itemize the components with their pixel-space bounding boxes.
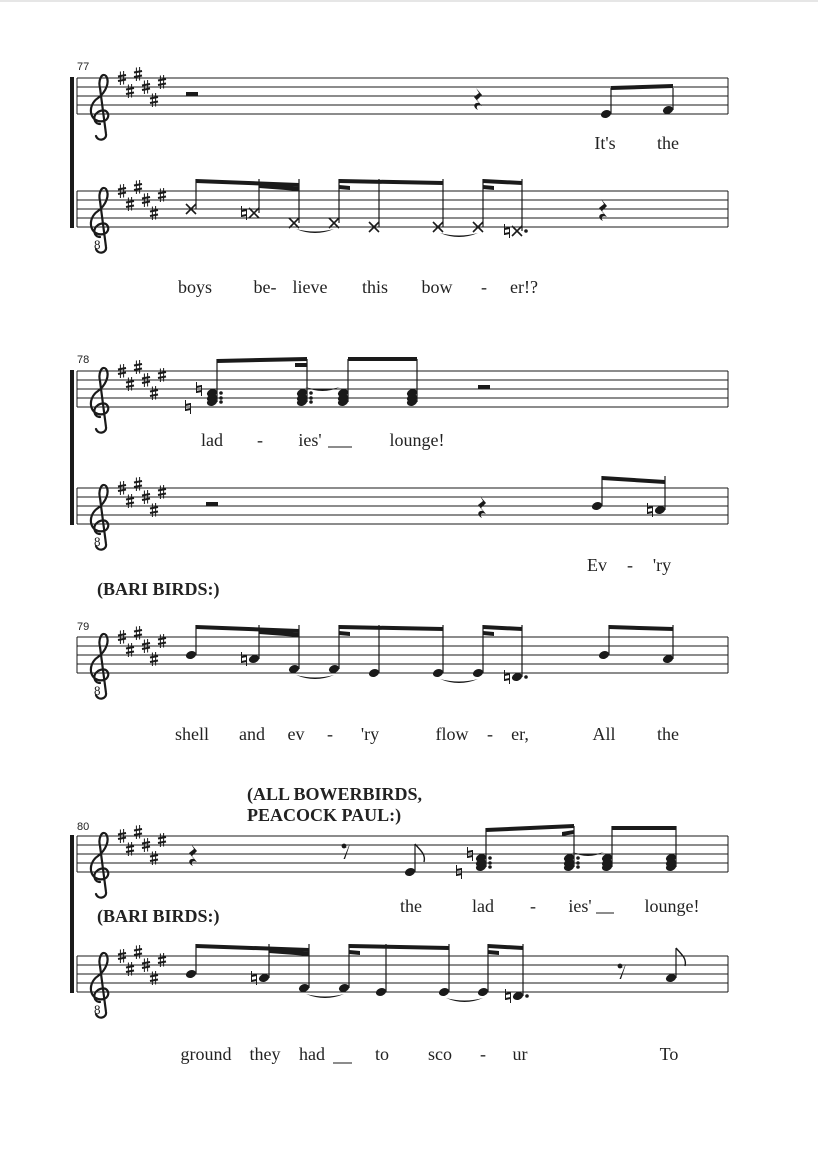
lyric-syllable: lieve bbox=[292, 277, 328, 297]
lyric-syllable: this bbox=[361, 277, 389, 297]
staff bbox=[77, 477, 728, 550]
eighth-rest bbox=[618, 964, 626, 979]
note bbox=[438, 987, 450, 998]
lyric-syllable: and bbox=[239, 724, 265, 744]
notehead bbox=[477, 987, 489, 998]
eighth-rest bbox=[342, 844, 350, 859]
notehead bbox=[185, 969, 197, 980]
lyric-syllable: To bbox=[659, 1044, 679, 1064]
beam bbox=[488, 944, 523, 950]
lyric-syllable: ies' bbox=[298, 430, 322, 450]
sharp-icon bbox=[134, 945, 142, 959]
note bbox=[477, 987, 489, 998]
dot bbox=[525, 994, 529, 998]
notehead bbox=[375, 987, 387, 998]
dot bbox=[488, 856, 492, 860]
beam bbox=[295, 363, 307, 367]
sharp-icon bbox=[134, 360, 142, 374]
dot bbox=[488, 861, 492, 865]
notehead bbox=[600, 109, 612, 120]
lyric-syllable: flow bbox=[435, 724, 469, 744]
lyric-syllable: ev bbox=[287, 724, 305, 744]
treble-clef bbox=[91, 833, 108, 898]
tie bbox=[306, 994, 344, 998]
clef-octave-mark: 8 bbox=[94, 683, 101, 698]
clef-octave-mark: 8 bbox=[94, 1002, 101, 1017]
sharp-icon bbox=[134, 626, 142, 640]
lyric-hyphen: - bbox=[481, 277, 487, 297]
staff bbox=[77, 945, 728, 1018]
beam bbox=[483, 625, 522, 631]
beam bbox=[196, 179, 299, 187]
lyric-syllable: er, bbox=[511, 724, 529, 744]
note bbox=[472, 668, 484, 679]
beam bbox=[483, 179, 522, 185]
beam bbox=[483, 185, 494, 190]
lyric-syllable: It's bbox=[594, 133, 616, 153]
system-bracket bbox=[70, 77, 74, 228]
lyric-syllable: the bbox=[657, 133, 679, 153]
lyric-syllable: Ev bbox=[587, 555, 607, 575]
lyric-syllable: All bbox=[592, 724, 616, 744]
sharp-icon bbox=[134, 477, 142, 491]
flag bbox=[676, 948, 685, 966]
note bbox=[432, 668, 444, 679]
clef-octave-mark: 8 bbox=[94, 237, 101, 252]
note bbox=[591, 501, 603, 512]
beam bbox=[488, 950, 499, 955]
dot bbox=[576, 861, 580, 865]
dot bbox=[219, 391, 223, 395]
treble-clef bbox=[91, 368, 108, 433]
lyric-hyphen: - bbox=[257, 430, 263, 450]
tie bbox=[440, 679, 478, 683]
notehead bbox=[432, 668, 444, 679]
staff bbox=[77, 360, 728, 433]
system-bracket bbox=[70, 835, 74, 993]
beam bbox=[196, 625, 299, 633]
beam bbox=[612, 826, 676, 830]
flag bbox=[415, 844, 424, 862]
lyric-hyphen: - bbox=[627, 555, 633, 575]
note bbox=[185, 969, 197, 980]
lyric-syllable: the bbox=[400, 896, 422, 916]
beam bbox=[339, 185, 350, 190]
natural-icon bbox=[506, 989, 511, 1003]
lyric-syllable: shell bbox=[175, 724, 209, 744]
dot bbox=[576, 865, 580, 869]
notehead bbox=[185, 650, 197, 661]
quarter-rest bbox=[474, 88, 482, 110]
dot bbox=[576, 856, 580, 860]
measure-number: 80 bbox=[77, 821, 90, 833]
performer-direction: (BARI BIRDS:) bbox=[97, 906, 220, 926]
lyric-syllable: ies' bbox=[568, 896, 592, 916]
note bbox=[375, 987, 387, 998]
treble-clef bbox=[91, 75, 108, 140]
beam bbox=[486, 824, 574, 832]
note bbox=[506, 989, 529, 1003]
clef-octave-mark: 8 bbox=[94, 534, 101, 549]
lyric-hyphen: - bbox=[487, 724, 493, 744]
lyric-syllable: sco bbox=[428, 1044, 452, 1064]
measure-number: 79 bbox=[77, 621, 90, 633]
notehead bbox=[368, 668, 380, 679]
lyric-syllable: to bbox=[374, 1044, 390, 1064]
beam bbox=[339, 631, 350, 636]
lyric-syllable: 'ry bbox=[652, 555, 672, 575]
tie bbox=[296, 675, 334, 679]
notehead bbox=[438, 987, 450, 998]
natural-icon bbox=[505, 224, 510, 238]
beam bbox=[609, 625, 673, 631]
note bbox=[185, 650, 197, 661]
lyric-syllable: er!? bbox=[510, 277, 538, 297]
note bbox=[505, 670, 528, 684]
tie bbox=[296, 229, 334, 233]
sharp-icon bbox=[134, 180, 142, 194]
measure-number: 77 bbox=[77, 61, 90, 73]
lyric-syllable: lounge! bbox=[389, 430, 445, 450]
notehead bbox=[591, 501, 603, 512]
system-bracket bbox=[70, 370, 74, 525]
lyric-syllable: lad bbox=[472, 896, 494, 916]
beam bbox=[611, 84, 673, 90]
beam bbox=[562, 830, 574, 836]
lyric-syllable: ground bbox=[180, 1044, 232, 1064]
beam bbox=[483, 631, 494, 636]
lyric-syllable: lad bbox=[201, 430, 223, 450]
performer-direction: (BARI BIRDS:) bbox=[97, 579, 220, 599]
dot bbox=[309, 391, 313, 395]
note bbox=[368, 668, 380, 679]
sharp-icon bbox=[134, 67, 142, 81]
performer-direction-line-1: (ALL BOWERBIRDS, bbox=[247, 784, 423, 804]
lyric-syllable: the bbox=[657, 724, 679, 744]
lyric-syllable: 'ry bbox=[360, 724, 380, 744]
beam bbox=[348, 357, 417, 361]
dot bbox=[488, 865, 492, 869]
note bbox=[404, 867, 416, 878]
note bbox=[598, 650, 610, 661]
notehead bbox=[404, 867, 416, 878]
half-rest bbox=[478, 385, 490, 389]
beam bbox=[217, 357, 307, 363]
sharp-icon bbox=[134, 825, 142, 839]
half-rest bbox=[186, 92, 198, 96]
lyric-hyphen: - bbox=[327, 724, 333, 744]
dot bbox=[309, 396, 313, 400]
staff bbox=[77, 626, 728, 699]
dot bbox=[219, 396, 223, 400]
natural-icon bbox=[505, 670, 510, 684]
lyric-syllable: bow bbox=[421, 277, 453, 297]
staff bbox=[77, 180, 728, 253]
dot bbox=[219, 400, 223, 404]
staff bbox=[77, 67, 728, 140]
lyric-syllable: they bbox=[249, 1044, 281, 1064]
dot bbox=[524, 229, 528, 233]
beam bbox=[349, 950, 360, 955]
lyric-syllable: be- bbox=[253, 277, 277, 297]
beam bbox=[602, 476, 665, 484]
lyric-hyphen: - bbox=[480, 1044, 486, 1064]
note bbox=[505, 224, 528, 238]
beam bbox=[339, 625, 443, 631]
dot bbox=[524, 675, 528, 679]
notehead bbox=[472, 668, 484, 679]
lyric-hyphen: - bbox=[530, 896, 536, 916]
lyric-syllable: ur bbox=[512, 1044, 528, 1064]
lyric-syllable: boys bbox=[177, 277, 213, 297]
measure-number: 78 bbox=[77, 354, 90, 366]
tie bbox=[446, 998, 483, 1002]
lyric-syllable: had bbox=[299, 1044, 325, 1064]
half-rest bbox=[206, 502, 218, 506]
beam bbox=[349, 944, 449, 950]
beam bbox=[339, 179, 443, 185]
lyric-syllable: lounge! bbox=[644, 896, 700, 916]
dot bbox=[309, 400, 313, 404]
staff bbox=[77, 825, 728, 898]
notehead bbox=[598, 650, 610, 661]
tie bbox=[440, 233, 478, 237]
performer-direction-line-2: PEACOCK PAUL:) bbox=[247, 805, 402, 825]
note bbox=[600, 109, 612, 120]
